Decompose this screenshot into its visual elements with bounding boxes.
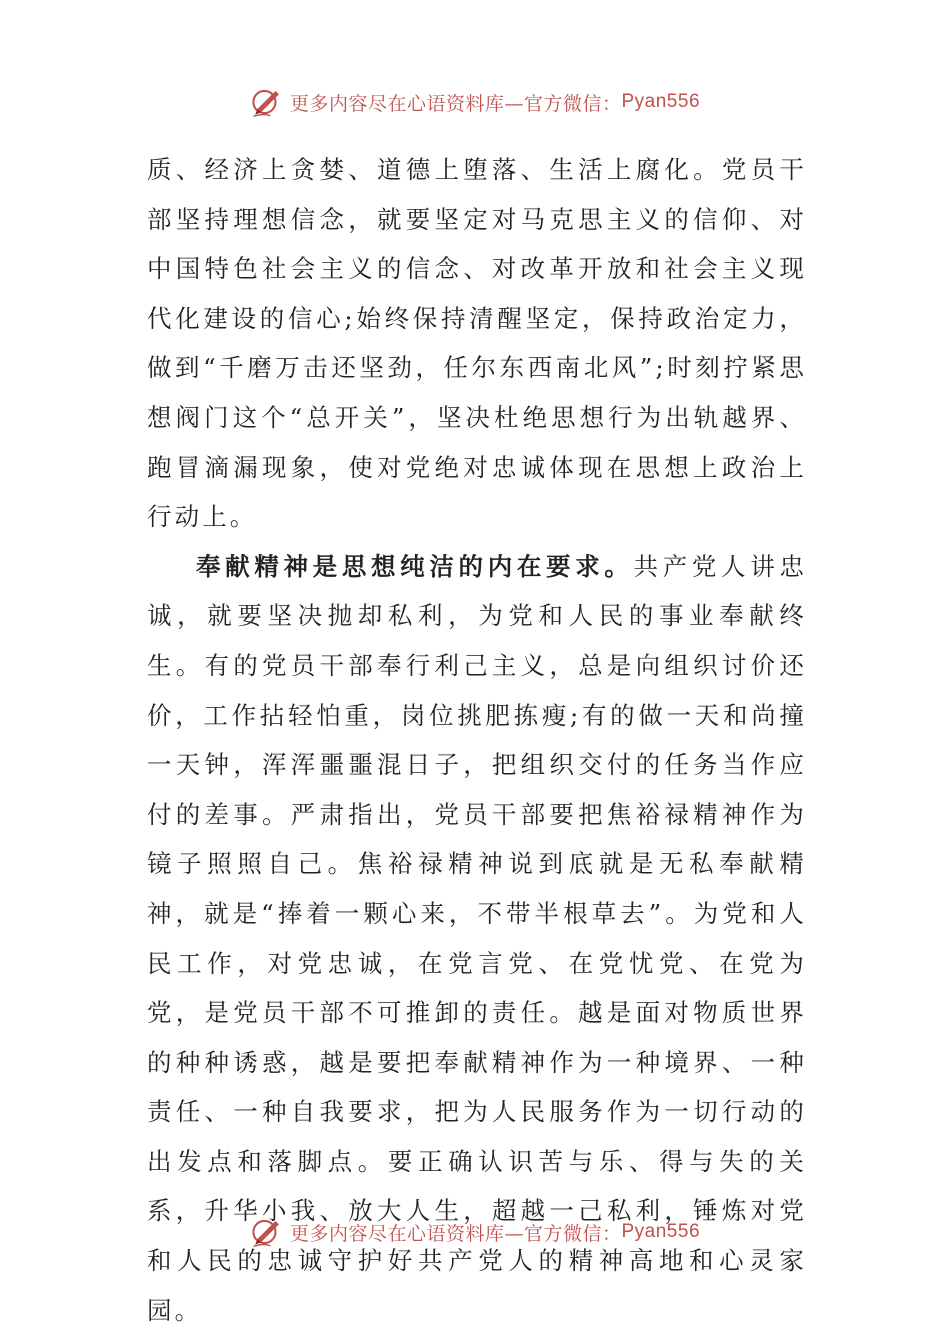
footer-watermark <box>0 1212 950 1252</box>
paragraph-1: 质、经济上贪婪、道德上堕落、生活上腐化。党员干部坚持理想信念，就要坚定对马克思主义的信仰、对中国特色社会主义的信念、对改革开放和社会主义现代化建设的信心;始终保持清醒坚定，保持政治定力，做到“千磨万击还坚劲，任尔东西南北风”;时刻拧紧思想阀门这个“总开关”，坚决杜绝思想行为出轨越界、跑冒滴漏现象，使对党绝对忠诚体现在思想上政治上行动上。 <box>147 155 807 532</box>
watermark-text: 更多内容尽在心语资料库—官方微信： <box>289 1222 622 1245</box>
document-body <box>147 145 807 1335</box>
pen-logo-icon <box>250 85 284 119</box>
paragraph-2-text: 共产党人讲忠诚，就要坚决抛却私利，为党和人民的事业奉献终生。有的党员干部奉行利己主义，总是向组织讨价还价，工作拈轻怕重，岗位挑肥拣瘦;有的做一天和尚撞一天钟，浑浑噩噩混日子，把组织交付的任务当作应付的差事。严肃指出，党员干部要把焦裕禄精神作为镜子照照自己。焦裕禄精神说到底就是无私奉献精神，就是“捧着一颗心来，不带半根草去”。为党和人民工作，对党忠诚，在党言党、在党忧党、在党为党，是党员干部不可推卸的责任。越是面对物质世界的种种诱惑，越是要把奉献精神作为一种境界、一种责任、一种自我要求，把为人民服务作为一切行动的出发点和落脚点。要正确认识苦与乐、得与失的关系，升华小我、放大人生，超越一己私利，锤炼对党和人民的忠诚守护好共产党人的精神高地和心灵家园。 <box>147 551 807 1325</box>
paragraph-2-lead: 奉献精神是思想纯洁的内在要求。 <box>196 551 634 581</box>
wechat-id: Pyan556 <box>621 1221 701 1242</box>
pen-logo-icon <box>250 1215 284 1249</box>
watermark-text: 更多内容尽在心语资料库—官方微信： <box>289 92 622 115</box>
header-watermark <box>0 82 950 122</box>
wechat-id: Pyan556 <box>621 91 701 112</box>
